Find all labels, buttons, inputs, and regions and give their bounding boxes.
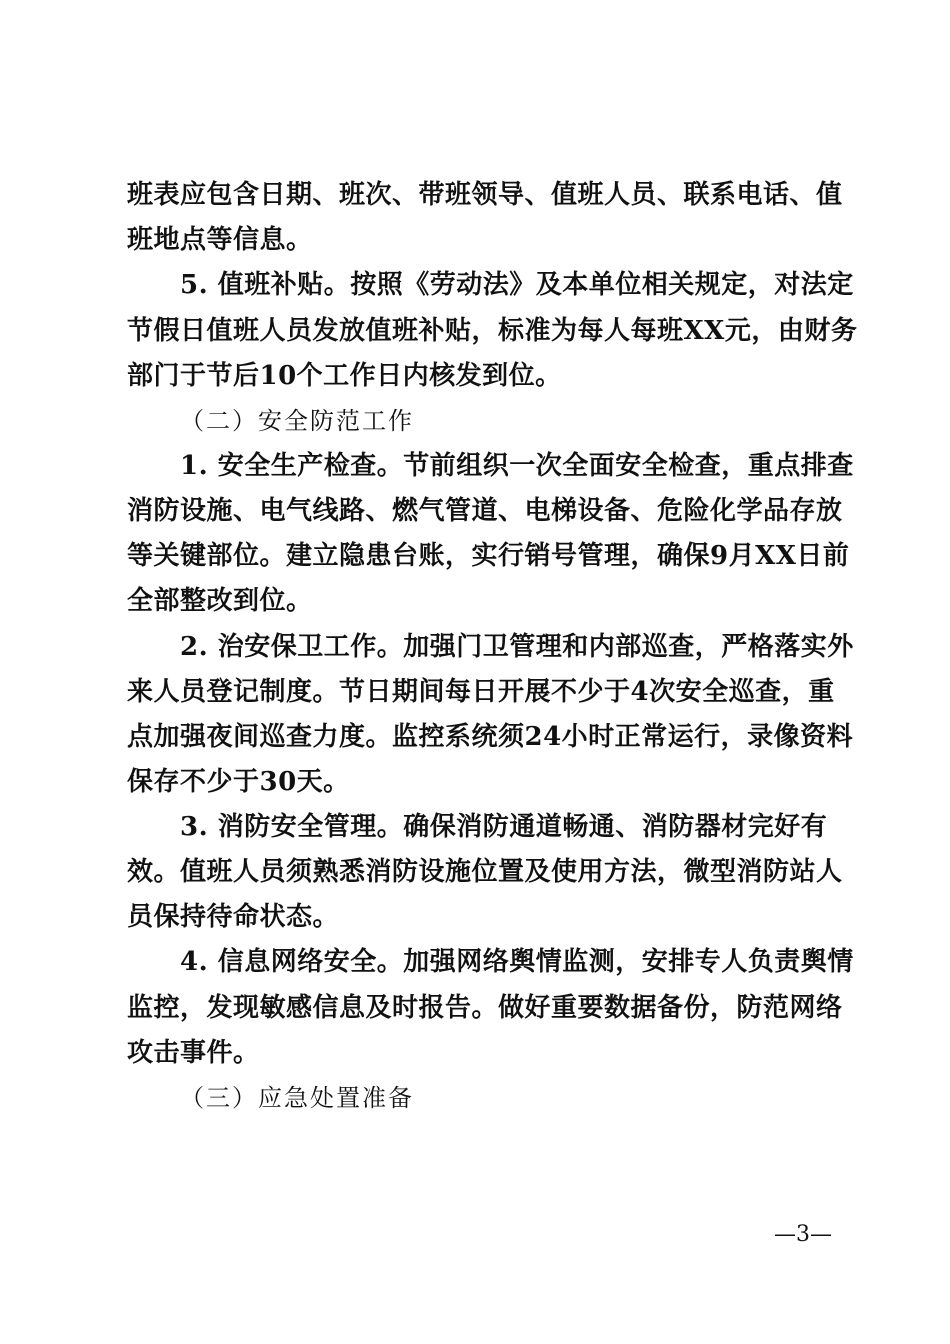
body-line: 消防设施、电气线路、燃气管道、电梯设备、危险化学品存放 — [127, 496, 843, 526]
body-line: 班表应包含日期、班次、带班领导、值班人员、联系电话、值 — [127, 180, 843, 210]
paragraph-2-line: 2. 治安保卫工作。加强门卫管理和内部巡查，严格落实外 — [180, 632, 854, 662]
body-line: 来人员登记制度。节日期间每日开展不少于4次安全巡查，重 — [127, 677, 835, 707]
body-line: 班地点等信息。 — [127, 225, 313, 255]
paragraph-4-line: 4. 信息网络安全。加强网络舆情监测，安排专人负责舆情 — [180, 947, 854, 977]
paragraph-1-line: 1. 安全生产检查。节前组织一次全面安全检查，重点排查 — [180, 451, 854, 481]
body-line: 员保持待命状态。 — [127, 902, 340, 932]
body-line: 保存不少于30天。 — [127, 767, 350, 797]
body-line: 全部整改到位。 — [127, 586, 313, 616]
page-number: —3— — [774, 1222, 832, 1247]
body-line: 攻击事件。 — [127, 1038, 260, 1068]
paragraph-3-line: 3. 消防安全管理。确保消防通道畅通、消防器材完好有 — [180, 812, 828, 842]
body-line: 部门于节后10个工作日内核发到位。 — [127, 361, 562, 391]
paragraph-5-line: 5. 值班补贴。按照《劳动法》及本单位相关规定，对法定 — [180, 270, 854, 300]
body-line: 监控，发现敏感信息及时报告。做好重要数据备份，防范网络 — [127, 993, 843, 1023]
body-line: 点加强夜间巡查力度。监控系统须24小时正常运行，录像资料 — [127, 722, 854, 752]
body-line: 效。值班人员须熟悉消防设施位置及使用方法，微型消防站人 — [127, 857, 843, 887]
section-heading-2: （二）安全防范工作 — [180, 407, 414, 435]
body-line: 等关键部位。建立隐患台账，实行销号管理，确保9月XX日前 — [127, 541, 850, 571]
body-line: 节假日值班人员发放值班补贴，标准为每人每班XX元，由财务 — [127, 316, 858, 346]
section-heading-3: （三）应急处置准备 — [180, 1084, 414, 1112]
